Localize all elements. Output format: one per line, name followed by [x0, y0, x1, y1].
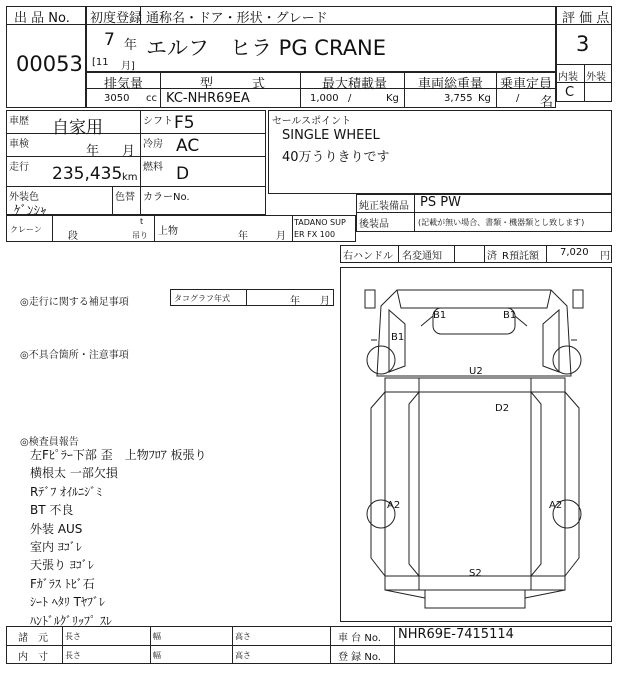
inspector-line: Rﾃﾞﾌ ｵｲﾙﾆｼﾞﾐ: [30, 484, 103, 499]
inspector-report-title: ◎検査員報告: [20, 437, 79, 448]
shift-label: シフト: [143, 116, 173, 127]
model-value: KC-NHR69EA: [166, 91, 250, 106]
gross-weight-label: 車両総重量: [418, 77, 484, 92]
mileage-unit: km: [122, 172, 138, 183]
damage-mark-a2-right: A2: [549, 500, 563, 511]
chassis-label: 車 台 No.: [338, 633, 381, 644]
first-reg-label: 初度登録: [90, 11, 143, 26]
name-change-label: 名変通知: [402, 251, 442, 262]
year-number: 7: [104, 30, 115, 50]
exterior-label: 外装: [586, 72, 606, 83]
inspector-line: ｼｰﾄ ﾍﾀﾘ Tﾔﾌﾞﾚ: [30, 595, 105, 610]
displacement-unit: cc: [146, 93, 157, 104]
gross-weight-value: 3,755: [444, 93, 473, 104]
inspector-line: 外装 AUS: [30, 521, 83, 536]
interior-grade: C: [565, 85, 575, 100]
car-name: エルフ ヒラ PG CRANE: [146, 36, 387, 60]
max-load-label: 最大積載量: [322, 77, 388, 92]
inspector-line: BT 不良: [30, 503, 74, 518]
damage-mark-b1-side: B1: [391, 332, 405, 343]
inspection-label: 車検: [9, 139, 29, 150]
month-number: [11: [92, 57, 109, 68]
tachograph-label: タコグラフ年式: [174, 294, 230, 303]
sales-point-label: セールスポイント: [272, 116, 352, 127]
registration-label: 登 録 No.: [338, 652, 381, 663]
inspector-line: 室内 ﾖｺﾞﾚ: [30, 540, 82, 555]
crane-ton: t: [140, 217, 144, 226]
crane-hang: 吊り: [132, 231, 148, 240]
interior-width-label: 幅: [153, 651, 161, 660]
aftermarket-label: 後装品: [359, 219, 389, 230]
crane-maker-line-2: ER FX 100: [294, 230, 336, 239]
interior-length-label: 長さ: [65, 651, 81, 660]
name-label: 通称名・ドア・形状・グレード: [146, 11, 328, 26]
inspector-line: 天張り ﾖｺﾞﾚ: [30, 558, 94, 573]
recycle-amount: 7,020: [560, 247, 589, 258]
interior-label: 内装: [558, 72, 578, 83]
dims-width-label: 幅: [153, 632, 161, 641]
equipment-label: 純正装備品: [359, 201, 409, 212]
interior-height-label: 高さ: [235, 651, 251, 660]
damage-mark-u2: U2: [469, 366, 483, 377]
mileage-value: 235,435: [52, 164, 123, 184]
score-value: 3: [576, 32, 590, 56]
capacity-label: 乗車定員: [500, 77, 553, 92]
displacement-value: 3050: [104, 93, 130, 104]
inspector-line: Fｶﾞﾗｽ ﾄﾋﾞ石: [30, 576, 95, 591]
damage-mark-b1-right: B1: [503, 310, 517, 321]
mileage-label: 走行: [9, 162, 29, 173]
damage-mark-a2-left: A2: [387, 500, 401, 511]
max-load-value: 1,000: [310, 93, 339, 104]
inspector-line: 左Fﾋﾟﾗｰ下部 歪 上物ﾌﾛｱ 板張り: [30, 448, 207, 462]
chassis-number: NHR69E-7415114: [398, 627, 514, 642]
color-value: ｹﾞﾝｼｬ: [14, 204, 47, 219]
inspector-line: ﾊﾝﾄﾞﾙｸﾞﾘｯﾌﾟ ｽﾚ: [30, 613, 112, 628]
capacity-unit: 名: [540, 95, 554, 110]
recycle-unit: 円: [600, 251, 610, 262]
score-label: 評 価 点: [562, 11, 610, 26]
fuel-value: D: [176, 164, 190, 184]
tachograph-month: 月: [320, 296, 330, 307]
tax-check: 済: [487, 251, 497, 262]
dims-height-label: 高さ: [235, 632, 251, 641]
crane-maker-line-1: TADANO SUP: [294, 218, 346, 227]
inspection-year: 年: [86, 144, 100, 159]
model-label: 型 式: [200, 77, 266, 92]
crane-top-label: 上物: [158, 226, 178, 237]
month-label: 月]: [121, 61, 135, 72]
damage-mark-s2: S2: [469, 568, 482, 579]
history-label: 車歴: [9, 116, 29, 127]
defect-notes-title: ◎不具合箇所・注意事項: [20, 350, 129, 361]
year-label: 年: [124, 38, 138, 53]
tachograph-year: 年: [290, 296, 300, 307]
capacity-slash: /: [516, 93, 520, 104]
sales-point-line-2: 40万うりきりです: [282, 150, 390, 165]
dims-label: 諸 元: [18, 633, 48, 644]
crane-label: クレーン: [10, 225, 42, 234]
inspector-report-list: [30, 446, 207, 630]
max-load-unit: Kg: [386, 93, 399, 104]
crane-top-year: 年: [238, 231, 248, 242]
ac-value: AC: [176, 136, 200, 156]
fuel-label: 燃料: [143, 162, 163, 173]
displacement-label: 排気量: [104, 77, 144, 92]
vehicle-diagram: [340, 267, 612, 622]
color-code-label: カラーNo.: [143, 192, 190, 203]
sales-point-line-1: SINGLE WHEEL: [282, 128, 380, 143]
driving-notes-title: ◎走行に関する補足事項: [20, 297, 129, 308]
inspection-month: 月: [122, 144, 136, 159]
interior-dims-label: 内 寸: [18, 652, 48, 663]
recycle-label: R預託額: [502, 251, 539, 262]
lot-no-label: 出 品 No.: [14, 11, 70, 26]
color-change-label: 色替: [115, 192, 135, 203]
equipment-value: PS PW: [420, 195, 461, 210]
history-value: 自家用: [52, 118, 103, 138]
dims-length-label: 長さ: [65, 632, 81, 641]
aftermarket-note: (記載が無い場合、書類・機器類とし致します): [418, 218, 585, 227]
gross-weight-unit: Kg: [478, 93, 491, 104]
max-load-slash: /: [348, 93, 352, 104]
ac-label: 冷房: [143, 139, 163, 150]
color-label: 外装色: [9, 192, 39, 203]
inspector-line: 横根太 一部欠損: [30, 466, 118, 481]
lot-no: 00053: [16, 52, 83, 76]
damage-mark-d2: D2: [495, 403, 510, 414]
crane-step: 段: [68, 231, 78, 242]
shift-value: F5: [174, 113, 195, 133]
damage-mark-b1-left: B1: [433, 310, 447, 321]
crane-top-month: 月: [276, 231, 286, 242]
handle-label: 右ハンドル: [343, 251, 393, 262]
